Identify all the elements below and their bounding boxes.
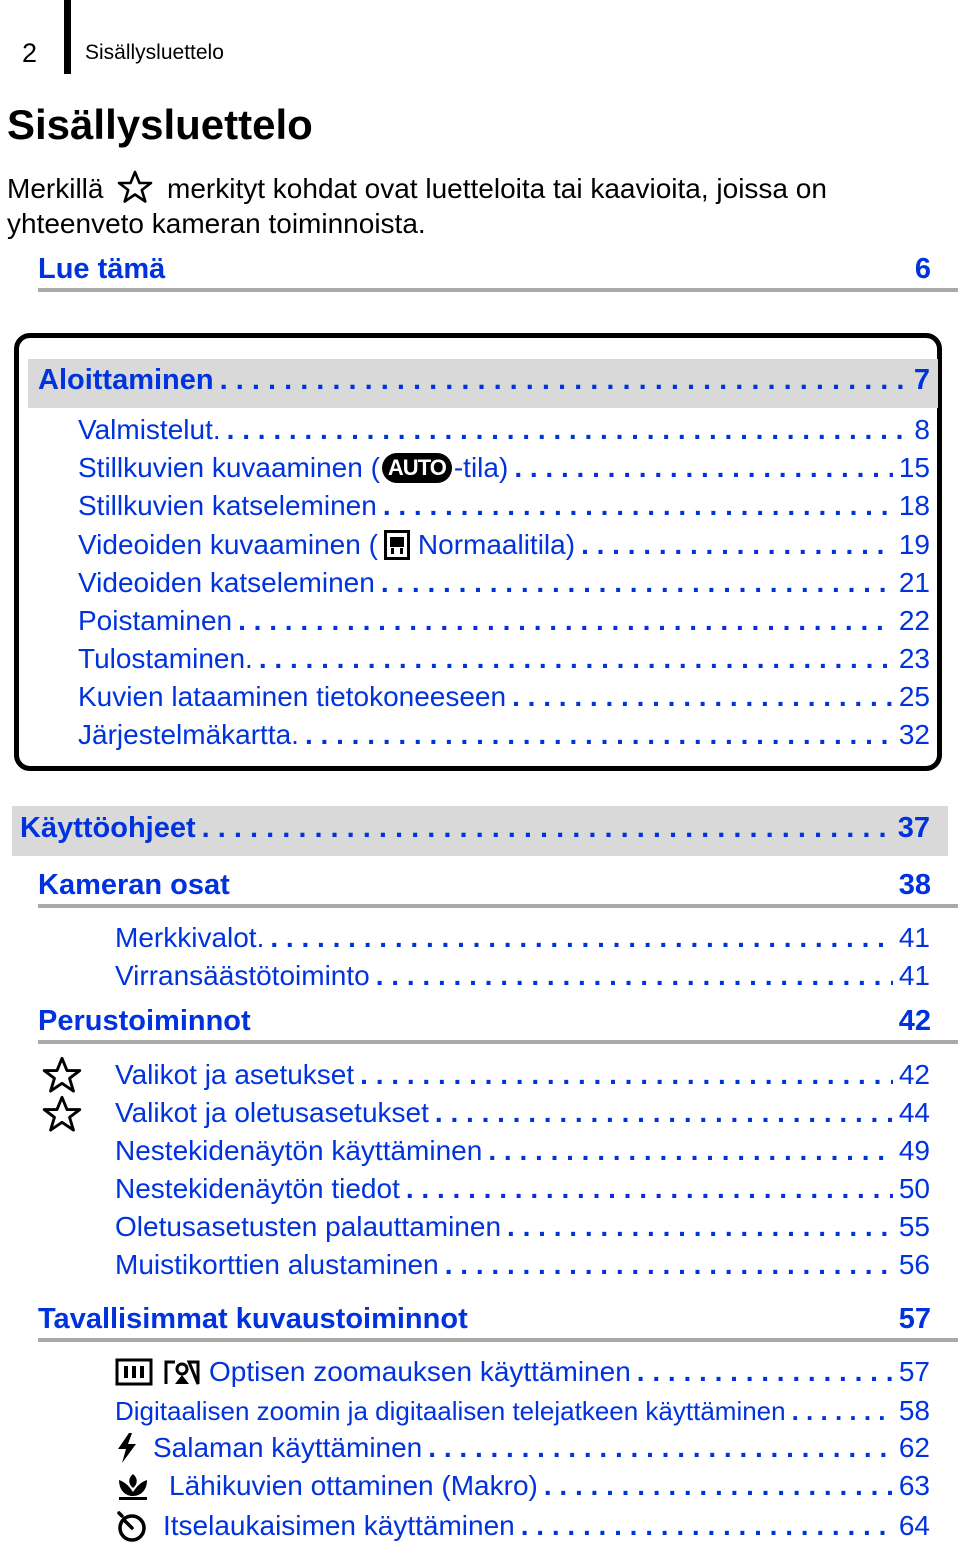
zoom-wide-icon — [163, 1357, 201, 1387]
toc-item[interactable] — [115, 1135, 930, 1167]
toc-item-page: 22 — [898, 605, 930, 636]
toc-section-lue-tama[interactable] — [38, 252, 958, 292]
label-part: Lähikuvien ottaminen (Makro) — [169, 1470, 538, 1501]
toc-item[interactable] — [78, 567, 930, 599]
star-icon — [42, 1056, 82, 1094]
toc-item-label: Oletusasetusten palauttaminen — [115, 1211, 502, 1242]
leader-dots — [376, 960, 893, 992]
leader-dots — [202, 812, 892, 845]
section-label: Aloittaminen — [38, 364, 214, 396]
toc-item[interactable] — [115, 1356, 930, 1388]
leader-dots — [270, 922, 892, 954]
intro-before: Merkillä — [7, 173, 104, 204]
leader-dots — [792, 1396, 893, 1427]
leader-dots — [406, 1173, 893, 1205]
section-page: 6 — [914, 253, 931, 285]
toc-item-page: 57 — [898, 1356, 930, 1387]
leader-dots — [220, 364, 908, 397]
toc-item-label — [115, 1356, 631, 1388]
intro-text — [7, 170, 937, 241]
toc-item[interactable] — [115, 1211, 930, 1243]
toc-item-label: Nestekidenäytön tiedot — [115, 1173, 400, 1204]
toc-item-page: 41 — [898, 960, 930, 991]
section-page: 38 — [898, 869, 931, 901]
toc-item-label: Valikot ja asetukset — [115, 1059, 355, 1090]
toc-item-label — [115, 1432, 422, 1464]
section-label: Käyttöohjeet — [20, 812, 196, 844]
toc-item-label: Valmistelut. — [78, 414, 221, 445]
flash-icon — [115, 1432, 139, 1464]
intro-after: merkityt kohdat ovat luetteloita tai kaavioita, joissa on yhteenveto kameran toiminnoista. — [7, 173, 827, 239]
label-part: Itselaukaisimen käyttäminen — [163, 1510, 515, 1541]
section-page: 42 — [898, 1005, 931, 1037]
toc-item-page: 58 — [898, 1395, 930, 1426]
toc-item[interactable] — [78, 414, 930, 446]
toc-item-page: 23 — [898, 643, 930, 674]
label-part: Optisen zoomauksen käyttäminen — [209, 1356, 631, 1387]
leader-dots — [238, 605, 893, 637]
toc-item[interactable] — [78, 643, 930, 675]
leader-dots — [360, 1059, 893, 1091]
toc-item-label: Tulostaminen. — [78, 643, 253, 674]
section-label: Lue tämä — [38, 253, 166, 285]
toc-section-tavallisimmat[interactable] — [38, 1302, 958, 1342]
star-icon — [117, 170, 153, 204]
leader-dots — [637, 1356, 893, 1388]
section-page: 7 — [913, 364, 930, 396]
auto-mode-icon: AUTO — [382, 453, 452, 483]
toc-item[interactable] — [78, 605, 930, 637]
leader-dots — [227, 414, 909, 446]
toc-item-page: 8 — [914, 414, 930, 445]
macro-icon — [115, 1470, 151, 1502]
zoom-tele-icon — [115, 1357, 153, 1387]
toc-item[interactable] — [115, 1173, 930, 1205]
toc-item-label: Digitaalisen zoomin ja digitaalisen telejatkeen käyttäminen — [115, 1395, 786, 1426]
leader-dots — [259, 643, 893, 675]
toc-item-label — [78, 529, 575, 561]
toc-item-page: 50 — [898, 1173, 930, 1204]
toc-section-kayttoohjeet[interactable] — [20, 812, 930, 845]
toc-item[interactable] — [115, 960, 930, 992]
leader-dots — [383, 490, 893, 522]
toc-item-label: Nestekidenäytön käyttäminen — [115, 1135, 483, 1166]
leader-dots — [521, 1510, 893, 1542]
toc-item-label: Kuvien lataaminen tietokoneeseen — [78, 681, 507, 712]
label-part: Videoiden kuvaaminen ( — [78, 529, 378, 560]
toc-item-page: 64 — [898, 1510, 930, 1541]
toc-item[interactable] — [78, 681, 930, 713]
page-number: 2 — [22, 38, 38, 68]
toc-item-label: Järjestelmäkartta. — [78, 719, 299, 750]
toc-item[interactable] — [115, 1097, 930, 1129]
toc-item-page: 32 — [898, 719, 930, 750]
self-timer-icon — [115, 1509, 149, 1543]
toc-item[interactable] — [115, 1249, 930, 1281]
running-header: Sisällysluettelo — [85, 41, 224, 64]
movie-mode-icon — [384, 530, 410, 560]
label-part: Stillkuvien kuvaaminen ( — [78, 452, 380, 483]
leader-dots — [544, 1470, 893, 1502]
toc-item-page: 15 — [898, 452, 930, 483]
star-icon — [42, 1095, 82, 1133]
leader-dots — [435, 1097, 893, 1129]
leader-dots — [488, 1135, 893, 1167]
toc-item-label: Merkkivalot. — [115, 922, 265, 953]
toc-item-label — [78, 452, 508, 484]
leader-dots — [514, 452, 893, 484]
toc-item-page: 25 — [898, 681, 930, 712]
toc-item-page: 41 — [898, 922, 930, 953]
toc-item-page: 55 — [898, 1211, 930, 1242]
toc-item-page: 21 — [898, 567, 930, 598]
leader-dots — [428, 1432, 893, 1464]
section-label: Tavallisimmat kuvaustoiminnot — [38, 1303, 468, 1335]
toc-item-page: 44 — [898, 1097, 930, 1128]
toc-item[interactable] — [115, 1470, 930, 1502]
toc-item-page: 19 — [898, 529, 930, 560]
toc-item-page: 56 — [898, 1249, 930, 1280]
leader-dots — [305, 719, 893, 751]
toc-section-kameran-osat[interactable] — [38, 868, 958, 908]
toc-item-page: 49 — [898, 1135, 930, 1166]
toc-item[interactable] — [115, 922, 930, 954]
section-label: Perustoiminnot — [38, 1005, 251, 1037]
leader-dots — [581, 529, 893, 561]
toc-item-label — [115, 1470, 538, 1502]
leader-dots — [512, 681, 893, 713]
toc-item[interactable] — [115, 1059, 930, 1091]
leader-dots — [507, 1211, 893, 1243]
label-part: Salaman käyttäminen — [153, 1432, 423, 1463]
toc-item[interactable] — [78, 490, 930, 522]
toc-item-label: Videoiden katseleminen — [78, 567, 375, 598]
toc-item[interactable] — [115, 1395, 930, 1427]
leader-dots — [445, 1249, 893, 1281]
toc-item-label: Virransäästötoiminto — [115, 960, 370, 991]
toc-item-label: Valikot ja oletusasetukset — [115, 1097, 429, 1128]
toc-item-label: Stillkuvien katseleminen — [78, 490, 377, 521]
toc-item[interactable] — [115, 1509, 930, 1543]
toc-item-label — [115, 1509, 515, 1543]
label-part: -tila) — [453, 452, 509, 483]
page-title: Sisällysluettelo — [7, 101, 313, 148]
toc-item-page: 42 — [898, 1059, 930, 1090]
toc-section-perustoiminnot[interactable] — [38, 1004, 958, 1044]
toc-item[interactable] — [78, 452, 930, 484]
toc-item-label: Muistikorttien alustaminen — [115, 1249, 439, 1280]
toc-item[interactable] — [78, 529, 930, 561]
toc-item[interactable] — [78, 719, 930, 751]
toc-item-page: 63 — [898, 1470, 930, 1501]
toc-item-page: 62 — [898, 1432, 930, 1463]
toc-item-label: Poistaminen — [78, 605, 233, 636]
toc-item-page: 18 — [898, 490, 930, 521]
section-page: 37 — [897, 812, 930, 844]
label-part: Normaalitila) — [417, 529, 576, 560]
header-divider — [64, 0, 71, 74]
toc-item[interactable] — [115, 1432, 930, 1464]
section-label: Kameran osat — [38, 869, 230, 901]
toc-section-aloittaminen[interactable] — [38, 364, 930, 397]
section-page: 57 — [898, 1303, 931, 1335]
leader-dots — [381, 567, 893, 599]
